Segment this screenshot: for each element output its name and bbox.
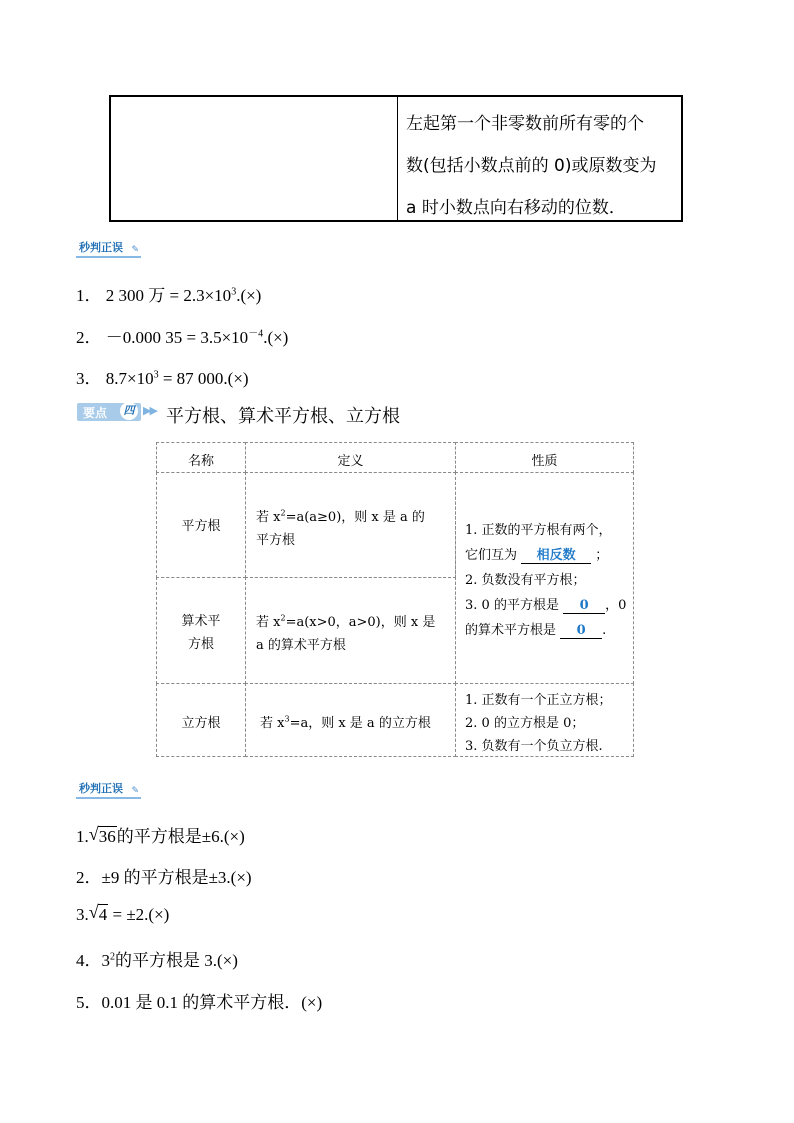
quiz-answer: .(×): [236, 286, 262, 305]
property-line: 的算术平方根是 0 .: [465, 623, 607, 638]
table-header-name: [156, 442, 246, 473]
quiz-number: 1．: [76, 286, 102, 305]
row-name-arith-root: [156, 577, 246, 684]
radicand: 4: [98, 905, 108, 924]
property-line: 3. 负数有一个负立方根.: [465, 739, 603, 754]
section-title: 平方根、算术平方根、立方根: [166, 406, 400, 427]
quiz-text: 2 300 万 = 2.3×10: [105, 286, 232, 305]
top-table: [109, 95, 683, 222]
header-text: 定义: [337, 454, 364, 469]
key-point-label: 要点: [83, 406, 108, 420]
top-table-line: 左起第一个非零数前所有零的个: [406, 114, 644, 134]
top-table-left-cell: [111, 97, 398, 220]
quiz-item: [76, 822, 245, 847]
row-name-square-root: [156, 472, 246, 578]
definition-line: a 的算术平方根: [256, 638, 346, 653]
pencil-icon: ✎: [131, 245, 139, 255]
property-line: 2. 负数没有平方根；: [465, 573, 586, 588]
row-def-arith-root: [245, 577, 456, 684]
cell-text: 算术平: [181, 614, 221, 629]
quiz-item: [76, 946, 238, 971]
row-def-cube-root: [245, 683, 456, 757]
property-line: 3. 0 的平方根是 0 ，0: [465, 598, 627, 613]
definition-line: 平方根: [256, 533, 296, 548]
cell-text: 平方根: [181, 519, 221, 534]
top-table-line: 数(包括小数点前的 0)或原数变为: [406, 156, 657, 176]
quiz-exponent: 2: [110, 951, 115, 963]
header-text: 名称: [187, 454, 214, 469]
quiz-exponent: －4: [248, 328, 264, 340]
answer-blank: 0: [560, 623, 602, 639]
cell-text: 方根: [187, 637, 214, 652]
quiz-answer: .(×): [263, 328, 289, 347]
quiz-number: 3．: [76, 369, 102, 388]
answer-blank: 相反数: [521, 544, 591, 564]
top-table-line: a 时小数点向右移动的位数．: [406, 198, 626, 218]
quiz-text: －0.000 35 = 3.5×10: [105, 328, 249, 347]
quiz-item: 2．±9 的平方根是±3.(×): [76, 868, 252, 887]
quick-judge-badge: [76, 241, 141, 258]
radicand: 36: [98, 827, 116, 846]
property-line: 2. 0 的立方根是 0；: [465, 716, 585, 731]
quiz-text: 的平方根是±6.(×): [116, 827, 245, 846]
double-arrow-icon: ▶▶: [143, 405, 156, 417]
cell-text: 立方根: [181, 716, 221, 731]
quiz-item: 5．0.01 是 0.1 的算术平方根．(×): [76, 993, 323, 1012]
key-point-badge: [77, 403, 141, 421]
quiz-item: [76, 281, 261, 306]
quick-judge-badge: [76, 782, 141, 799]
property-cube-root: [455, 683, 634, 757]
quiz-answer: = 87 000.(×): [158, 369, 249, 388]
table-header-definition: [245, 442, 456, 473]
definition-line: 若 $x^2=a(a\ge 0)$，则 x 是 a 的: [256, 508, 425, 525]
sqrt-symbol: √ 36: [88, 824, 116, 846]
header-text: 性质: [531, 454, 558, 469]
key-point-number: 四: [120, 402, 138, 420]
quiz-text: = ±2.(×): [108, 905, 170, 924]
quiz-number: 2．: [76, 328, 102, 347]
badge-label: 秒判正误: [79, 241, 123, 254]
quiz-exponent: 3: [231, 286, 237, 298]
badge-label: 秒判正误: [79, 782, 123, 795]
quiz-item: [76, 323, 288, 348]
property-square-roots: [455, 472, 634, 684]
quiz-number: 3.: [76, 905, 89, 924]
top-table-right-cell: [398, 97, 681, 220]
definition-table: [156, 442, 634, 757]
property-line: 它们互为 相反数 ；: [465, 544, 608, 564]
quiz-item: [76, 902, 170, 925]
pencil-icon: ✎: [131, 786, 139, 796]
row-def-square-root: [245, 472, 456, 578]
quiz-text: 8.7×10: [105, 369, 154, 388]
property-line: 1. 正数的平方根有两个，: [465, 523, 612, 538]
quiz-text: 4．3: [76, 951, 110, 970]
quiz-item: [76, 364, 249, 389]
quiz-text: 的平方根是 3.(×): [115, 951, 238, 970]
definition-line: 若 $x^3=a$，则 x 是 a 的立方根: [260, 714, 431, 731]
property-line: 1. 正数有一个正立方根；: [465, 693, 612, 708]
quiz-exponent: 3: [153, 369, 159, 381]
sqrt-symbol: √ 4: [88, 902, 108, 924]
quiz-number: 1.: [76, 827, 89, 846]
table-header-property: [455, 442, 634, 473]
definition-line: 若 $x^2=a(x>0$，a>0)，则 x 是: [256, 613, 436, 630]
row-name-cube-root: [156, 683, 246, 757]
answer-blank: 0: [563, 598, 605, 614]
